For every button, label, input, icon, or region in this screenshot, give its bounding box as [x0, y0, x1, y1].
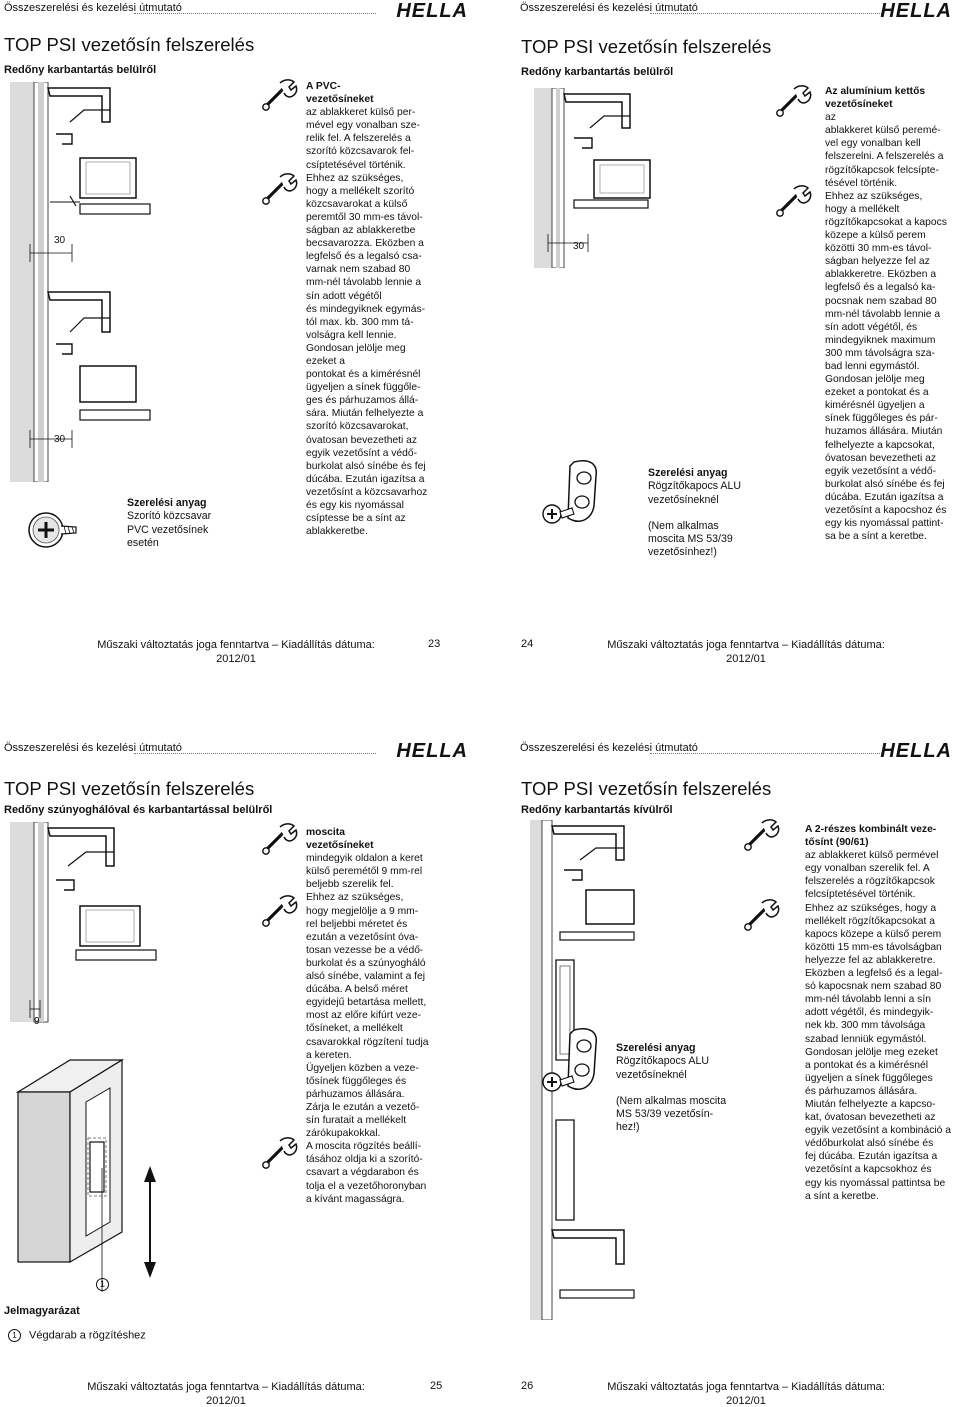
- text-line: tésével történik.: [825, 177, 898, 189]
- text-line: burkolat alsó sínébe és fej: [825, 478, 945, 490]
- text-line: egy vonalban szerelik fel. A: [805, 863, 930, 875]
- wrench-icon: [260, 172, 298, 208]
- text-line: mindegyiknek maximum: [825, 334, 936, 346]
- text-line: helyezze fel az ablakkeretre.: [805, 954, 936, 966]
- text-line: szorító közcsavarok fel-: [306, 146, 415, 158]
- text-line: egy kis nyomással pattintsa be: [805, 1177, 946, 1189]
- header-text: Összeszerelési és kezelési útmutató: [4, 742, 182, 754]
- text-line: tolja el a vezetőhoronyban: [306, 1180, 427, 1192]
- legend-text: Végdarab a rögzítéshez: [29, 1329, 146, 1342]
- page-title: TOP PSI vezetősín felszerelés: [4, 778, 255, 799]
- text-line: A 2-részes kombinált veze-: [805, 824, 937, 835]
- text-line: 300 mm távolságra sza-: [825, 347, 935, 359]
- page-footer: [76, 1380, 376, 1407]
- material-heading: Szerelési anyag: [648, 467, 728, 479]
- material-spacer: [648, 507, 741, 520]
- instruction-text: [306, 826, 428, 1206]
- wrench-icon: [260, 894, 298, 930]
- material-line: (Nem alkalmas: [648, 519, 719, 532]
- footer-disclaimer: Műszaki változtatás joga fenntartva – Kiadállítás dátuma:: [607, 1381, 885, 1393]
- page-number: 25: [430, 1380, 443, 1392]
- text-line: a kívánt magasságra.: [306, 1193, 405, 1205]
- text-line: a sínt a keretbe.: [805, 1190, 879, 1202]
- text-line: szabad lenniük egymástól.: [805, 1033, 927, 1045]
- installation-material: [127, 497, 211, 550]
- text-line: dúcába. A belső méret: [306, 984, 408, 996]
- text-line: sín adott végétől: [306, 290, 382, 302]
- wrench-icon: [774, 184, 812, 220]
- text-line: egy kis nyomással pattint-: [825, 518, 944, 530]
- page-title: TOP PSI vezetősín felszerelés: [521, 778, 772, 799]
- text-line: vezetősíneket: [825, 99, 893, 111]
- text-line: szorító közcsavarokat,: [306, 421, 409, 433]
- text-line: tősínek függőleges és: [306, 1075, 407, 1087]
- material-line: esetén: [127, 536, 159, 549]
- page-subtitle: Redőny karbantartás kívülről: [521, 804, 673, 816]
- material-line: vezetősíneknél: [648, 493, 719, 506]
- text-line: Eközben a legfelső és a legal-: [805, 968, 943, 980]
- text-line: a pontokat és a kimérésnél: [805, 1059, 929, 1071]
- text-line: huzamos állására. Miután: [825, 426, 943, 438]
- text-line: az: [825, 112, 836, 124]
- text-line: pocsnak nem szabad 80: [825, 295, 937, 307]
- material-spacer: [616, 1082, 726, 1095]
- text-line: közepe a külső perem: [825, 230, 926, 242]
- header-text: Összeszerelési és kezelési útmutató: [4, 2, 182, 14]
- text-line: nek kb. 300 mm távolsága: [805, 1020, 926, 1032]
- text-line: pontokat és a kimérésnél: [306, 369, 421, 381]
- text-line: egyidejű betartása mellett,: [306, 997, 427, 1009]
- text-line: egyik vezetősínt a védő-: [306, 447, 418, 459]
- text-line: az ablakkeret külső permével: [805, 850, 939, 862]
- text-line: mm-nél távolabb lenni a sín: [805, 994, 931, 1006]
- text-line: vezetősíneket: [306, 94, 374, 106]
- text-line: Gondosan jelölje meg: [825, 374, 925, 386]
- text-line: csíptetésével történik.: [306, 159, 406, 171]
- text-line: burkolat alsó sínébe és fej: [306, 460, 426, 472]
- text-line: burkolat és a szúnyogháló: [306, 957, 426, 969]
- text-line: védőburkolat alsó sínébe és: [805, 1138, 934, 1150]
- text-line: ságban az ablakkeretbe: [306, 225, 416, 237]
- text-line: zárókupakokkal.: [306, 1128, 381, 1140]
- text-line: tól max. kb. 300 mm tá-: [306, 316, 414, 328]
- text-line: ügyeljen a sínek függőleges: [805, 1072, 933, 1084]
- text-line: Ehhez az szükséges, hogy a: [805, 902, 937, 914]
- dimension-label: 30: [573, 241, 585, 252]
- text-line: vezetősínt a kapocshoz és: [825, 505, 947, 516]
- hella-logo: HELLA: [880, 740, 952, 762]
- text-line: vezetősínt a közcsavarhoz: [306, 486, 428, 498]
- page-number: 23: [428, 638, 441, 650]
- wrench-icon: [774, 84, 812, 120]
- text-line: felhelyezte a kapcsokat,: [825, 439, 935, 451]
- text-line: rögzítőkapcsokat a kapocs: [825, 216, 947, 228]
- material-heading: Szerelési anyag: [616, 1042, 696, 1054]
- text-line: tősínt (90/61): [805, 837, 869, 849]
- text-line: Ehhez az szükséges,: [306, 892, 404, 904]
- hella-logo: HELLA: [396, 740, 468, 762]
- text-line: hogy a mellékelt: [825, 203, 900, 215]
- wrench-icon: [742, 818, 780, 854]
- text-line: most az előre kifúrt veze-: [306, 1010, 422, 1022]
- text-line: Ügyeljen közben a veze-: [306, 1062, 419, 1074]
- callout-marker: 1: [96, 1278, 109, 1291]
- hella-logo: HELLA: [880, 0, 952, 22]
- text-line: csavart a végdarabon és: [306, 1167, 419, 1179]
- text-line: adott végétől, és mindegyik-: [805, 1007, 934, 1019]
- text-line: felcsíptetésével történik.: [805, 889, 916, 901]
- text-line: kimérésnél ügyeljen a: [825, 400, 925, 412]
- text-line: tásához oldja ki a szorító-: [306, 1154, 423, 1166]
- header-rule: [134, 753, 376, 754]
- legend-number: 1: [8, 1329, 21, 1342]
- text-line: sínek függőleges és pár-: [825, 413, 938, 425]
- pvc-rail-diagram: [10, 82, 160, 482]
- text-line: mm-nél távolabb lennie a: [306, 277, 422, 289]
- text-line: Zárja le ezután a vezető-: [306, 1101, 420, 1113]
- text-line: A PVC-: [306, 81, 341, 92]
- text-line: rögzítőkapcsok felcsípte-: [825, 164, 939, 176]
- text-line: A moscita rögzítés beállí-: [306, 1141, 422, 1153]
- material-line: Rögzítőkapocs ALU: [648, 480, 742, 493]
- text-line: tosan vezesse be a védő-: [306, 944, 424, 956]
- text-line: sín furatait a mellékelt: [306, 1115, 407, 1127]
- header-rule: [650, 753, 882, 754]
- text-line: óvatosan bevezetheti az: [825, 452, 937, 464]
- page-header: [520, 740, 956, 762]
- text-line: mellékelt rögzítőkapcsokat a: [805, 915, 935, 927]
- footer-disclaimer: Műszaki változtatás joga fenntartva – Kiadállítás dátuma:: [607, 639, 885, 651]
- text-line: ezután a vezetősínt óva-: [306, 931, 419, 943]
- text-line: ságban helyezze fel az: [825, 256, 930, 268]
- wrench-icon: [742, 898, 780, 934]
- text-line: legfelső és a legalsó ka-: [825, 282, 936, 294]
- text-line: mével egy vonalban sze-: [306, 120, 420, 132]
- text-line: kapocs közepe a külső perem: [805, 928, 942, 940]
- text-line: óvatosan bevezetheti az: [306, 434, 418, 446]
- material-line: Rögzítőkapocs ALU: [616, 1055, 710, 1068]
- footer-date: 2012/01: [726, 653, 766, 665]
- text-line: sára. Miután felhelyezte a: [306, 408, 424, 420]
- instruction-text: [306, 80, 427, 538]
- material-line: Szorító közcsavar: [127, 510, 212, 523]
- text-line: tősíneket, a mellékelt: [306, 1023, 403, 1035]
- material-line: PVC vezetősínek: [127, 523, 209, 536]
- legend-item: [8, 1329, 146, 1342]
- installation-material: [616, 1042, 726, 1135]
- header-text: Összeszerelési és kezelési útmutató: [520, 2, 698, 14]
- page-title: TOP PSI vezetősín felszerelés: [4, 34, 255, 55]
- wrench-icon: [260, 822, 298, 858]
- page-header: [4, 740, 472, 762]
- text-line: ezeket a: [306, 355, 345, 367]
- page-25: [0, 704, 480, 1407]
- text-line: párhuzamos állására.: [306, 1088, 405, 1100]
- text-line: közötti 30 mm-es távol-: [825, 243, 932, 255]
- clip-and-screw-icon: [538, 454, 618, 534]
- footer-date: 2012/01: [206, 1395, 246, 1407]
- text-line: alsó sínébe, valamint a fej: [306, 971, 426, 983]
- hella-logo: HELLA: [396, 0, 468, 22]
- text-line: közcsavarokat a külső: [306, 198, 408, 210]
- installation-material: [648, 467, 741, 560]
- page-number: 26: [521, 1380, 534, 1392]
- text-line: ablakkeretre. Eközben a: [825, 269, 937, 281]
- text-line: legfelső és a legalsó csa-: [306, 251, 422, 263]
- legend-title: Jelmagyarázat: [4, 1305, 80, 1317]
- page-number: 24: [521, 638, 534, 650]
- page-title: TOP PSI vezetősín felszerelés: [521, 36, 772, 57]
- instruction-text: [825, 85, 947, 543]
- text-line: rel beljebbi méretet és: [306, 918, 408, 930]
- text-line: közötti 15 mm-es távolságban: [805, 941, 942, 953]
- header-rule: [134, 13, 376, 14]
- wrench-icon: [260, 78, 298, 114]
- text-line: külső peremétől 9 mm-rel: [306, 866, 423, 878]
- text-line: egyik vezetősínt a védő-: [825, 465, 937, 477]
- page-23: [0, 0, 480, 703]
- alu-rail-diagram: [534, 88, 654, 268]
- text-line: hogy a mellékelt szorító: [306, 185, 415, 197]
- page-header: [4, 0, 472, 22]
- text-line: beljebb szerelik fel.: [306, 879, 394, 891]
- text-line: becsavarozza. Eközben a: [306, 238, 424, 250]
- footer-date: 2012/01: [216, 653, 256, 665]
- text-line: só kapocsnak nem szabad 80: [805, 981, 942, 993]
- text-line: dúcába. Ezután igazítsa a: [825, 491, 944, 503]
- text-line: dúcába. Ezután igazítsa a: [306, 473, 425, 485]
- text-line: ezeket a pontokat és a: [825, 387, 929, 399]
- screw-icon: [24, 506, 80, 554]
- dimension-label-top: 30: [54, 235, 66, 246]
- text-line: Az alumínium kettős: [825, 86, 926, 97]
- text-line: és egy kis nyomással: [306, 500, 404, 511]
- text-line: felszerelés a rögzítőkapcsok: [805, 876, 935, 888]
- text-line: vezetősíneket: [306, 840, 374, 852]
- page-footer: [586, 638, 906, 666]
- page-26: [480, 704, 960, 1407]
- text-line: sa be a sínt a keretbe.: [825, 531, 927, 543]
- page-header: [520, 0, 956, 22]
- text-line: mindegyik oldalon a keret: [306, 853, 423, 865]
- text-line: sín adott végétől, és: [825, 321, 918, 333]
- text-line: ügyeljen a sínek függőle-: [306, 382, 421, 394]
- text-line: Ehhez az szükséges,: [306, 172, 404, 184]
- instruction-text: [805, 823, 951, 1203]
- header-text: Összeszerelési és kezelési útmutató: [520, 742, 698, 754]
- text-line: Ehhez az szükséges,: [825, 190, 923, 202]
- text-line: Gondosan jelölje meg ezeket: [805, 1046, 938, 1058]
- text-line: peremtől 30 mm-es távol-: [306, 211, 423, 223]
- text-line: az ablakkeret külső per-: [306, 107, 416, 119]
- dimension-label: 9: [34, 1016, 40, 1027]
- text-line: egyik vezetősínt a kombináció a: [805, 1125, 951, 1137]
- text-line: vel egy vonalban kell: [825, 138, 921, 150]
- material-heading: Szerelési anyag: [127, 497, 207, 509]
- text-line: ges és párhuzamos állá-: [306, 395, 419, 407]
- text-line: Miután felhelyezte a kapcso-: [805, 1098, 936, 1110]
- page-footer: [586, 1380, 906, 1407]
- text-line: bad lenni egymástól.: [825, 360, 920, 372]
- dimension-label-bottom: 30: [54, 434, 66, 445]
- wrench-icon: [260, 1136, 298, 1172]
- text-line: moscita: [306, 827, 345, 838]
- text-line: varnak nem szabad 80: [306, 264, 411, 276]
- footer-disclaimer: Műszaki változtatás joga fenntartva – Kiadállítás dátuma:: [97, 639, 375, 651]
- text-line: Gondosan jelölje meg: [306, 342, 406, 354]
- moscita-rail-diagram: [10, 822, 170, 1292]
- text-line: és mindegyiknek egymás-: [306, 303, 426, 315]
- material-line: moscita MS 53/39: [648, 533, 733, 546]
- text-line: volságra kell lennie.: [306, 329, 397, 341]
- page-subtitle: Redőny karbantartás belülről: [4, 64, 157, 76]
- text-line: ablakkeret külső peremé-: [825, 125, 941, 137]
- material-line: hez!): [616, 1121, 640, 1134]
- text-line: vezetősínt a kapcsokhoz és: [805, 1164, 932, 1176]
- clip-and-screw-icon: [538, 1022, 618, 1102]
- text-line: csavarokkal rögzítení tudja: [306, 1036, 429, 1048]
- page-subtitle: Redőny szúnyoghálóval és karbantartással belülről: [4, 804, 273, 816]
- footer-date: 2012/01: [726, 1395, 766, 1407]
- page-subtitle: Redőny karbantartás belülről: [521, 66, 674, 78]
- text-line: a kereten.: [306, 1049, 352, 1061]
- page-footer: [86, 638, 386, 666]
- material-line: (Nem alkalmas moscita: [616, 1094, 727, 1107]
- text-line: felszerelni. A felszerelés a: [825, 151, 944, 163]
- text-line: csíptesse be a sínt az: [306, 513, 406, 525]
- text-line: mm-nél távolabb lennie a: [825, 308, 941, 320]
- text-line: kat, óvatosan bevezetheti az: [805, 1112, 936, 1124]
- header-rule: [650, 13, 882, 14]
- text-line: és párhuzamos állására.: [805, 1085, 918, 1097]
- text-line: fej dúcába. Ezután igazítsa a: [805, 1151, 938, 1163]
- page-24: [480, 0, 960, 703]
- material-line: MS 53/39 vezetősín-: [616, 1108, 714, 1121]
- material-line: vezetősíneknél: [616, 1068, 687, 1081]
- material-line: vezetősínhez!): [648, 546, 717, 559]
- text-line: hogy megjelölje a 9 mm-: [306, 905, 419, 917]
- text-line: ablakkeretbe.: [306, 526, 368, 538]
- text-line: relik fel. A felszerelés a: [306, 133, 411, 145]
- footer-disclaimer: Műszaki változtatás joga fenntartva – Kiadállítás dátuma:: [87, 1381, 365, 1393]
